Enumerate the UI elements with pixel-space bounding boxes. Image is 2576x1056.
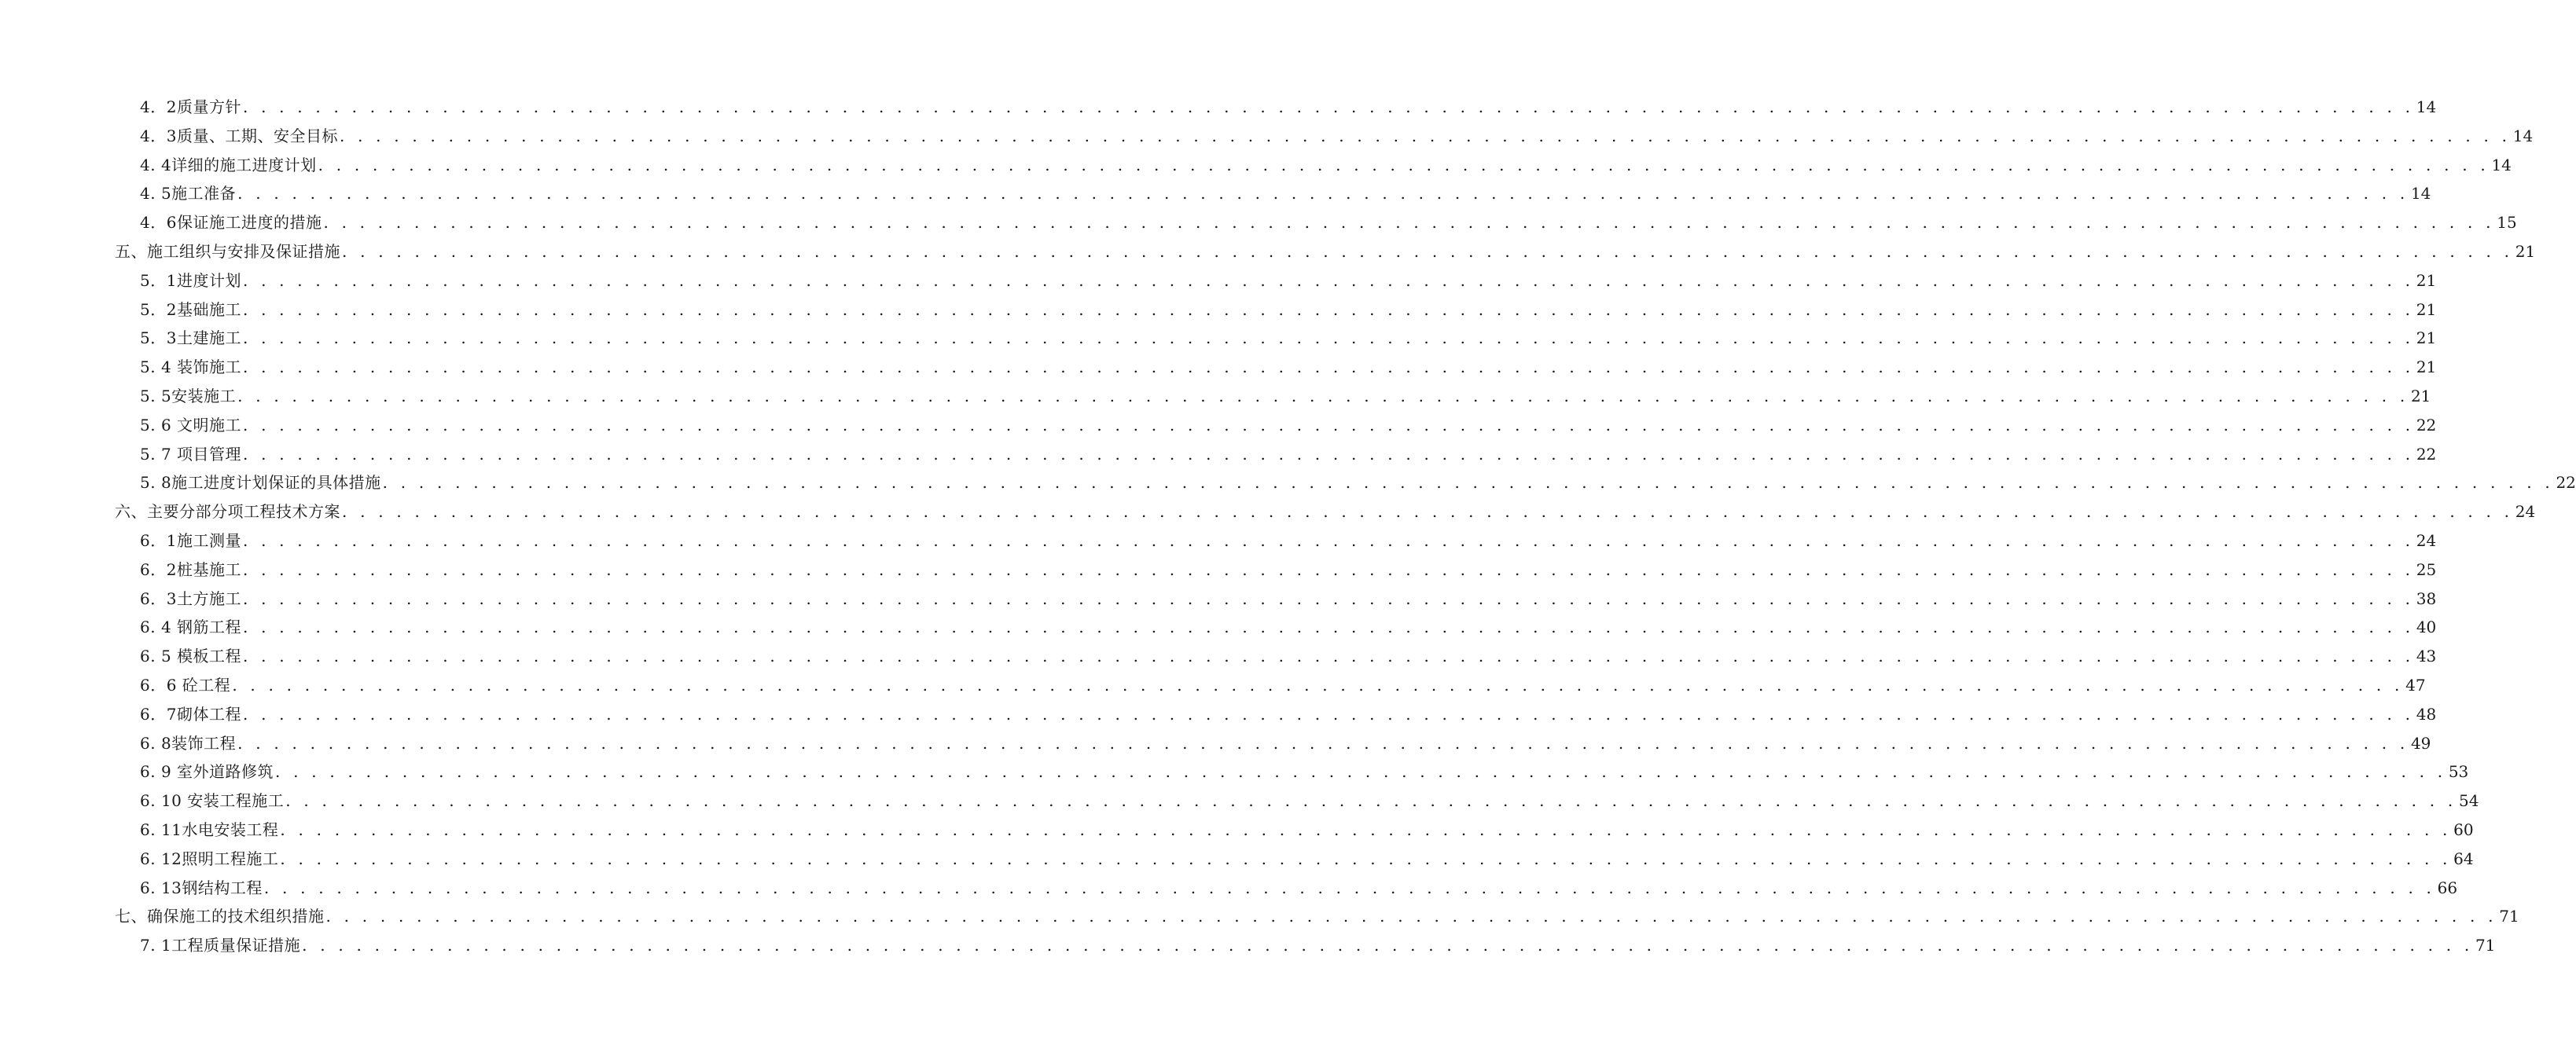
toc-section-entry[interactable]: [0, 179, 2431, 208]
dot-leader: . . . . . . . . . . . . . . . . . . . . . . . . . . . . . . . . . . . . . . . . . . . . . . . . . . . . . . . . . . . . . . . . . . . . . . . . . . . . . . . . . . . . . . . . . . . . . . . . . . . . . . . . . . . . . . . . . . . . . . . .: [323, 213, 2495, 233]
dot-leader: . . . . . . . . . . . . . . . . . . . . . . . . . . . . . . . . . . . . . . . . . . . . . . . . . . . . . . . . . . . . . . . . . . . . . . . . . . . . . . . . . . . . . . . . . . . . . . . . . . . . . . . . . . . . . . . . . . . . . . . .: [242, 588, 2415, 608]
toc-page-number: 25: [2416, 559, 2437, 579]
toc-entry-title: 6. 4 钢筋工程: [140, 618, 242, 637]
toc-entry-title: 4．2质量方针: [140, 97, 241, 116]
table-of-contents: [0, 93, 2576, 960]
toc-entry-title: 5. 8施工进度计划保证的具体措施: [140, 473, 381, 493]
toc-entry-title: 6．2桩基施工: [140, 559, 241, 579]
toc-entry-title: 六、主要分部分项工程技术方案: [115, 502, 340, 522]
toc-page-number: 47: [2405, 675, 2426, 695]
toc-page-number: 71: [2499, 907, 2519, 926]
toc-section-entry[interactable]: [0, 382, 2431, 411]
toc-page-number: 71: [2475, 936, 2496, 955]
toc-entry-title: 6. 12照明工程施工: [140, 849, 279, 868]
toc-section-entry[interactable]: [0, 786, 2479, 816]
toc-entry-title: 6．3土方施工: [140, 588, 241, 608]
toc-section-entry[interactable]: [0, 295, 2437, 324]
dot-leader: . . . . . . . . . . . . . . . . . . . . . . . . . . . . . . . . . . . . . . . . . . . . . . . . . . . . . . . . . . . . . . . . . . . . . . . . . . . . . . . . . . . . . . . . . . . . . . . . . . . . . . . . . . . . . . . . . . . . . . . .: [342, 241, 2514, 261]
toc-entry-title: 6. 9 室外道路修筑: [140, 762, 274, 782]
toc-section-entry[interactable]: [0, 585, 2437, 614]
toc-section-entry[interactable]: [0, 700, 2437, 729]
toc-section-entry[interactable]: [0, 151, 2512, 180]
toc-section-entry[interactable]: [0, 671, 2426, 700]
toc-page-number: 54: [2459, 791, 2479, 811]
toc-entry-title: 6. 11水电安装工程: [140, 820, 279, 839]
toc-entry-title: 5. 6 文明施工: [140, 415, 242, 434]
dot-leader: . . . . . . . . . . . . . . . . . . . . . . . . . . . . . . . . . . . . . . . . . . . . . . . . . . . . . . . . . . . . . . . . . . . . . . . . . . . . . . . . . . . . . . . . . . . . . . . . . . . . . . . . . . . . . . . . . . . . . . . .: [280, 820, 2452, 839]
dot-leader: . . . . . . . . . . . . . . . . . . . . . . . . . . . . . . . . . . . . . . . . . . . . . . . . . . . . . . . . . . . . . . . . . . . . . . . . . . . . . . . . . . . . . . . . . . . . . . . . . . . . . . . . . . . . . . . . . . . . . . . .: [263, 878, 2436, 897]
toc-section-entry[interactable]: [0, 816, 2474, 845]
toc-entry-title: 4. 5施工准备: [140, 184, 237, 204]
dot-leader: . . . . . . . . . . . . . . . . . . . . . . . . . . . . . . . . . . . . . . . . . . . . . . . . . . . . . . . . . . . . . . . . . . . . . . . . . . . . . . . . . . . . . . . . . . . . . . . . . . . . . . . . . . . . . . . . . . . . . . . .: [325, 907, 2497, 926]
toc-entry-title: 5. 7 项目管理: [140, 444, 242, 464]
toc-page-number: 49: [2410, 733, 2431, 753]
dot-leader: . . . . . . . . . . . . . . . . . . . . . . . . . . . . . . . . . . . . . . . . . . . . . . . . . . . . . . . . . . . . . . . . . . . . . . . . . . . . . . . . . . . . . . . . . . . . . . . . . . . . . . . . . . . . . . . . . . . . . . . .: [232, 675, 2404, 695]
toc-page-number: 22: [2416, 444, 2437, 464]
toc-page-number: 21: [2410, 386, 2431, 405]
toc-page-number: 21: [2416, 328, 2437, 348]
dot-leader: . . . . . . . . . . . . . . . . . . . . . . . . . . . . . . . . . . . . . . . . . . . . . . . . . . . . . . . . . . . . . . . . . . . . . . . . . . . . . . . . . . . . . . . . . . . . . . . . . . . . . . . . . . . . . . . . . . . . . . . .: [243, 647, 2415, 666]
dot-leader: . . . . . . . . . . . . . . . . . . . . . . . . . . . . . . . . . . . . . . . . . . . . . . . . . . . . . . . . . . . . . . . . . . . . . . . . . . . . . . . . . . . . . . . . . . . . . . . . . . . . . . . . . . . . . . . . . . . . . . . .: [275, 762, 2447, 782]
toc-chapter-entry[interactable]: [0, 902, 2519, 931]
toc-page-number: 21: [2416, 270, 2437, 290]
toc-entry-title: 4．3质量、工期、安全目标: [140, 126, 338, 145]
toc-entry-title: 五、施工组织与安排及保证措施: [115, 241, 340, 261]
toc-section-entry[interactable]: [0, 613, 2437, 642]
dot-leader: . . . . . . . . . . . . . . . . . . . . . . . . . . . . . . . . . . . . . . . . . . . . . . . . . . . . . . . . . . . . . . . . . . . . . . . . . . . . . . . . . . . . . . . . . . . . . . . . . . . . . . . . . . . . . . . . . . . . . . . .: [280, 849, 2452, 868]
toc-section-entry[interactable]: [0, 266, 2437, 295]
dot-leader: . . . . . . . . . . . . . . . . . . . . . . . . . . . . . . . . . . . . . . . . . . . . . . . . . . . . . . . . . . . . . . . . . . . . . . . . . . . . . . . . . . . . . . . . . . . . . . . . . . . . . . . . . . . . . . . . . . . . . . . .: [242, 328, 2415, 348]
dot-leader: . . . . . . . . . . . . . . . . . . . . . . . . . . . . . . . . . . . . . . . . . . . . . . . . . . . . . . . . . . . . . . . . . . . . . . . . . . . . . . . . . . . . . . . . . . . . . . . . . . . . . . . . . . . . . . . . . . . . . . . .: [243, 444, 2415, 464]
toc-entry-title: 5. 5安装施工: [140, 386, 237, 405]
toc-page-number: 21: [2416, 299, 2437, 319]
toc-section-entry[interactable]: [0, 729, 2431, 758]
dot-leader: . . . . . . . . . . . . . . . . . . . . . . . . . . . . . . . . . . . . . . . . . . . . . . . . . . . . . . . . . . . . . . . . . . . . . . . . . . . . . . . . . . . . . . . . . . . . . . . . . . . . . . . . . . . . . . . . . . . . . . . .: [285, 791, 2457, 811]
toc-section-entry[interactable]: [0, 208, 2517, 237]
toc-section-entry[interactable]: [0, 411, 2437, 440]
toc-section-entry[interactable]: [0, 324, 2437, 353]
toc-entry-title: 6. 8装饰工程: [140, 733, 237, 753]
toc-page-number: 22: [2416, 415, 2437, 434]
dot-leader: . . . . . . . . . . . . . . . . . . . . . . . . . . . . . . . . . . . . . . . . . . . . . . . . . . . . . . . . . . . . . . . . . . . . . . . . . . . . . . . . . . . . . . . . . . . . . . . . . . . . . . . . . . . . . . . . . . . . . . . .: [242, 299, 2415, 319]
toc-entry-title: 6. 10 安装工程施工: [140, 791, 285, 811]
dot-leader: . . . . . . . . . . . . . . . . . . . . . . . . . . . . . . . . . . . . . . . . . . . . . . . . . . . . . . . . . . . . . . . . . . . . . . . . . . . . . . . . . . . . . . . . . . . . . . . . . . . . . . . . . . . . . . . . . . . . . . . .: [242, 559, 2415, 579]
toc-entry-title: 5. 4 装饰施工: [140, 358, 242, 377]
toc-section-entry[interactable]: [0, 931, 2496, 960]
toc-page-number: 21: [2416, 358, 2437, 377]
toc-entry-title: 5．1进度计划: [140, 270, 241, 290]
dot-leader: . . . . . . . . . . . . . . . . . . . . . . . . . . . . . . . . . . . . . . . . . . . . . . . . . . . . . . . . . . . . . . . . . . . . . . . . . . . . . . . . . . . . . . . . . . . . . . . . . . . . . . . . . . . . . . . . . . . . . . . .: [342, 502, 2514, 522]
dot-leader: . . . . . . . . . . . . . . . . . . . . . . . . . . . . . . . . . . . . . . . . . . . . . . . . . . . . . . . . . . . . . . . . . . . . . . . . . . . . . . . . . . . . . . . . . . . . . . . . . . . . . . . . . . . . . . . . . . . . . . . .: [339, 126, 2512, 145]
dot-leader: . . . . . . . . . . . . . . . . . . . . . . . . . . . . . . . . . . . . . . . . . . . . . . . . . . . . . . . . . . . . . . . . . . . . . . . . . . . . . . . . . . . . . . . . . . . . . . . . . . . . . . . . . . . . . . . . . . . . . . . .: [318, 155, 2490, 174]
toc-entry-title: 七、确保施工的技术组织措施: [115, 907, 325, 926]
toc-page-number: 24: [2515, 502, 2536, 522]
toc-section-entry[interactable]: [0, 642, 2437, 671]
toc-section-entry[interactable]: [0, 93, 2437, 122]
dot-leader: . . . . . . . . . . . . . . . . . . . . . . . . . . . . . . . . . . . . . . . . . . . . . . . . . . . . . . . . . . . . . . . . . . . . . . . . . . . . . . . . . . . . . . . . . . . . . . . . . . . . . . . . . . . . . . . . . . . . . . . .: [243, 618, 2415, 637]
toc-entry-title: 6．7砌体工程: [140, 704, 241, 724]
toc-entry-title: 5．3土建施工: [140, 328, 241, 348]
toc-page-number: 24: [2416, 530, 2437, 550]
dot-leader: . . . . . . . . . . . . . . . . . . . . . . . . . . . . . . . . . . . . . . . . . . . . . . . . . . . . . . . . . . . . . . . . . . . . . . . . . . . . . . . . . . . . . . . . . . . . . . . . . . . . . . . . . . . . . . . . . . . . . . . .: [302, 936, 2474, 955]
toc-section-entry[interactable]: [0, 353, 2437, 382]
toc-entry-title: 6．6 砼工程: [140, 675, 231, 695]
toc-section-entry[interactable]: [0, 845, 2474, 874]
toc-page-number: 48: [2416, 704, 2437, 724]
toc-section-entry[interactable]: [0, 556, 2437, 585]
toc-entry-title: 5．2基础施工: [140, 299, 241, 319]
toc-entry-title: 7. 1工程质量保证措施: [140, 936, 301, 955]
toc-entry-title: 6. 13钢结构工程: [140, 878, 263, 897]
toc-page-number: 21: [2515, 241, 2536, 261]
dot-leader: . . . . . . . . . . . . . . . . . . . . . . . . . . . . . . . . . . . . . . . . . . . . . . . . . . . . . . . . . . . . . . . . . . . . . . . . . . . . . . . . . . . . . . . . . . . . . . . . . . . . . . . . . . . . . . . . . . . . . . . .: [237, 386, 2409, 405]
toc-page-number: 38: [2416, 588, 2437, 608]
toc-section-entry[interactable]: [0, 440, 2437, 469]
dot-leader: . . . . . . . . . . . . . . . . . . . . . . . . . . . . . . . . . . . . . . . . . . . . . . . . . . . . . . . . . . . . . . . . . . . . . . . . . . . . . . . . . . . . . . . . . . . . . . . . . . . . . . . . . . . . . . . . . . . . . . . .: [242, 270, 2415, 290]
toc-page-number: 43: [2416, 647, 2437, 666]
toc-chapter-entry[interactable]: [0, 497, 2536, 526]
toc-section-entry[interactable]: [0, 526, 2437, 556]
toc-entry-title: 4. 4详细的施工进度计划: [140, 155, 317, 174]
dot-leader: . . . . . . . . . . . . . . . . . . . . . . . . . . . . . . . . . . . . . . . . . . . . . . . . . . . . . . . . . . . . . . . . . . . . . . . . . . . . . . . . . . . . . . . . . . . . . . . . . . . . . . . . . . . . . . . . . . . . . . . .: [237, 733, 2409, 753]
toc-page-number: 53: [2448, 762, 2469, 782]
toc-entry-title: 4．6保证施工进度的措施: [140, 213, 322, 233]
dot-leader: . . . . . . . . . . . . . . . . . . . . . . . . . . . . . . . . . . . . . . . . . . . . . . . . . . . . . . . . . . . . . . . . . . . . . . . . . . . . . . . . . . . . . . . . . . . . . . . . . . . . . . . . . . . . . . . . . . . . . . . .: [243, 415, 2415, 434]
toc-page-number: 14: [2491, 155, 2512, 174]
dot-leader: . . . . . . . . . . . . . . . . . . . . . . . . . . . . . . . . . . . . . . . . . . . . . . . . . . . . . . . . . . . . . . . . . . . . . . . . . . . . . . . . . . . . . . . . . . . . . . . . . . . . . . . . . . . . . . . . . . . . . . . .: [242, 97, 2415, 116]
toc-section-entry[interactable]: [0, 757, 2469, 786]
toc-entry-title: 6．1施工测量: [140, 530, 241, 550]
toc-section-entry[interactable]: [0, 874, 2458, 903]
toc-page-number: 14: [2512, 126, 2534, 145]
toc-page-number: 22: [2556, 473, 2576, 493]
toc-page-number: 14: [2410, 184, 2431, 204]
toc-chapter-entry[interactable]: [0, 237, 2536, 266]
toc-page-number: 15: [2497, 213, 2517, 233]
toc-page-number: 40: [2416, 618, 2437, 637]
dot-leader: . . . . . . . . . . . . . . . . . . . . . . . . . . . . . . . . . . . . . . . . . . . . . . . . . . . . . . . . . . . . . . . . . . . . . . . . . . . . . . . . . . . . . . . . . . . . . . . . . . . . . . . . . . . . . . . . . . . . . . . .: [243, 358, 2415, 377]
toc-page-number: 66: [2437, 878, 2458, 897]
toc-section-entry[interactable]: [0, 122, 2534, 151]
dot-leader: . . . . . . . . . . . . . . . . . . . . . . . . . . . . . . . . . . . . . . . . . . . . . . . . . . . . . . . . . . . . . . . . . . . . . . . . . . . . . . . . . . . . . . . . . . . . . . . . . . . . . . . . . . . . . . . . . . . . . . . .: [237, 184, 2409, 204]
dot-leader: . . . . . . . . . . . . . . . . . . . . . . . . . . . . . . . . . . . . . . . . . . . . . . . . . . . . . . . . . . . . . . . . . . . . . . . . . . . . . . . . . . . . . . . . . . . . . . . . . . . . . . . . . . . . . . . . . . . . . . . .: [242, 530, 2415, 550]
toc-section-entry[interactable]: [0, 468, 2576, 497]
dot-leader: . . . . . . . . . . . . . . . . . . . . . . . . . . . . . . . . . . . . . . . . . . . . . . . . . . . . . . . . . . . . . . . . . . . . . . . . . . . . . . . . . . . . . . . . . . . . . . . . . . . . . . . . . . . . . . . . . . . . . . . .: [242, 704, 2415, 724]
toc-page-number: 14: [2416, 97, 2437, 116]
toc-page-number: 64: [2453, 849, 2474, 868]
dot-leader: . . . . . . . . . . . . . . . . . . . . . . . . . . . . . . . . . . . . . . . . . . . . . . . . . . . . . . . . . . . . . . . . . . . . . . . . . . . . . . . . . . . . . . . . . . . . . . . . . . . . . . . . . . . . . . . . . . . . . . . .: [382, 473, 2554, 493]
toc-page-number: 60: [2453, 820, 2474, 839]
toc-entry-title: 6. 5 模板工程: [140, 647, 242, 666]
